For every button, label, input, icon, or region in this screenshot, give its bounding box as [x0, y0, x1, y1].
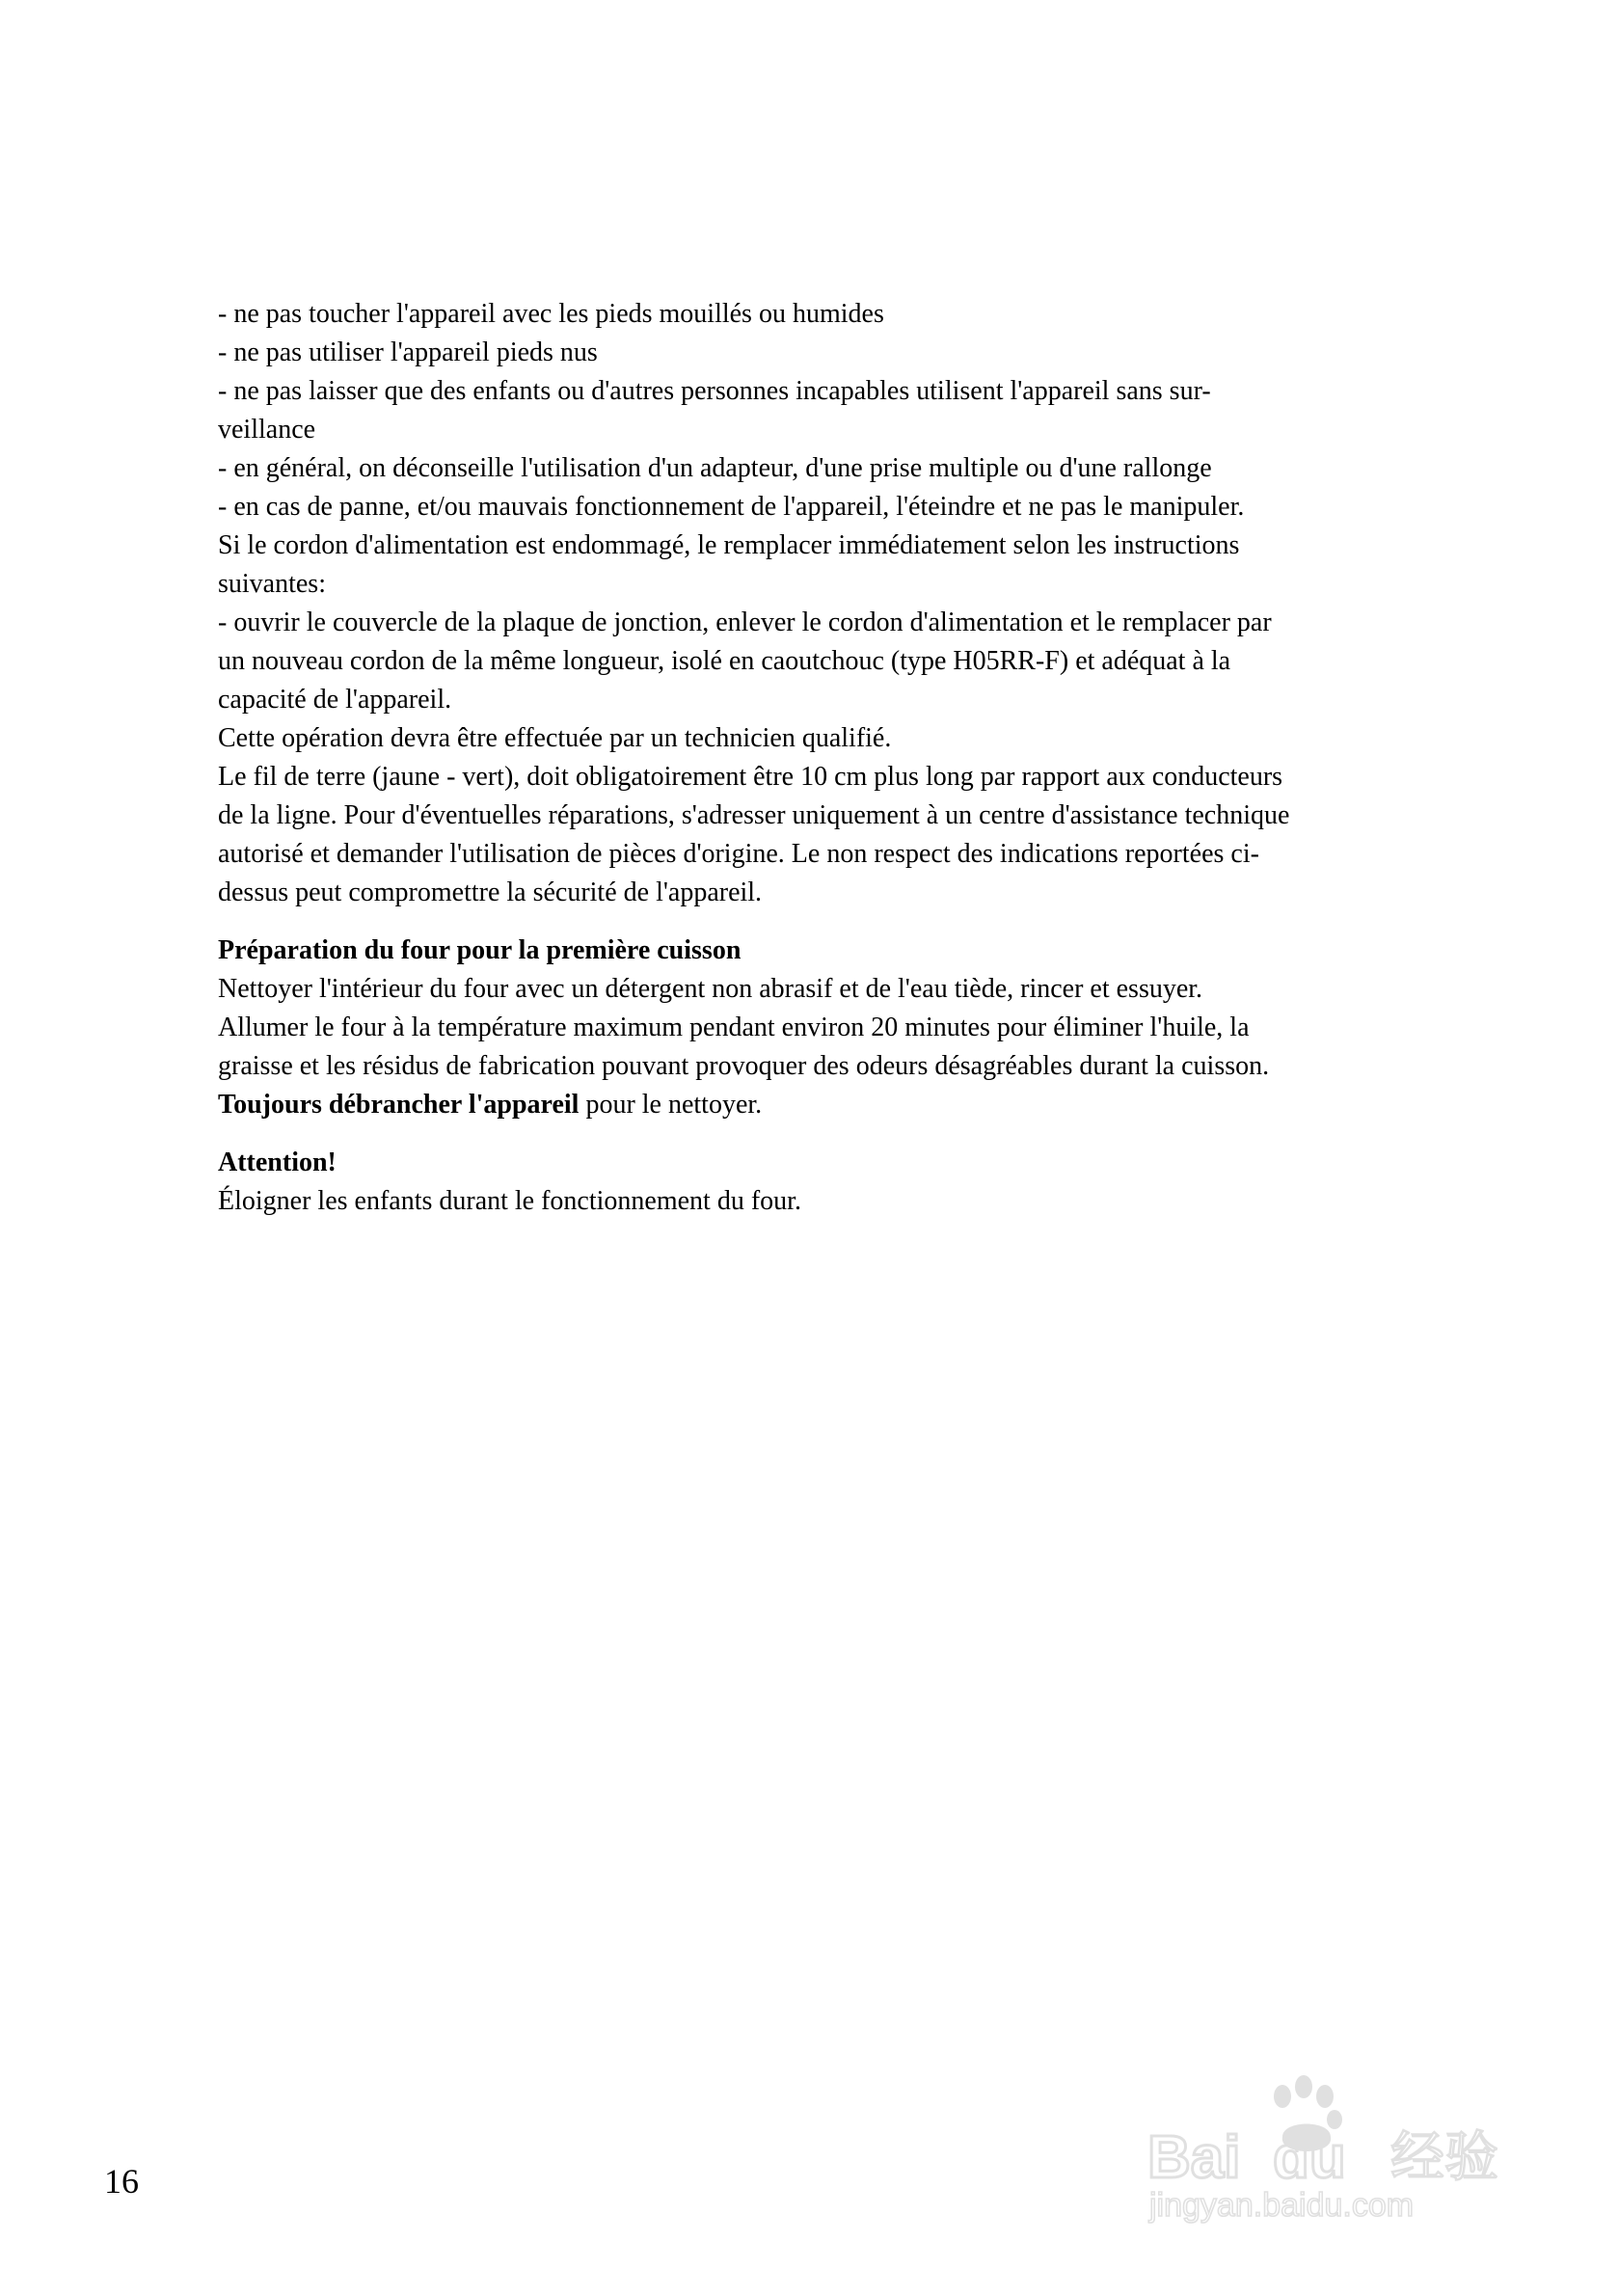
- text-line: Allumer le four à la température maximum pendant environ 20 minutes pour éliminer l'huile, la: [218, 1013, 1250, 1042]
- text-line: - ne pas toucher l'appareil avec les pieds mouillés ou humides: [218, 299, 884, 329]
- text-line: - en cas de panne, et/ou mauvais fonctionnement de l'appareil, l'éteindre et ne pas le manipuler.: [218, 492, 1245, 522]
- text-line: - en général, on déconseille l'utilisation d'un adapteur, d'une prise multiple ou d'une rallonge: [218, 453, 1212, 483]
- safety-instructions: [218, 295, 1500, 912]
- text-line: Si le cordon d'alimentation est endommagé, le remplacer immédiatement selon les instructions: [218, 530, 1240, 560]
- watermark-brand-suffix: du: [1273, 2124, 1346, 2191]
- text-line: de la ligne. Pour d'éventuelles réparations, s'adresser uniquement à un centre d'assistance technique: [218, 800, 1290, 830]
- text-line: suivantes:: [218, 569, 326, 599]
- baidu-jingyan-watermark: [1138, 2064, 1543, 2228]
- section-heading-preparation: Préparation du four pour la première cuisson: [218, 935, 742, 965]
- text-line: - ne pas utiliser l'appareil pieds nus: [218, 338, 598, 367]
- text-line: Nettoyer l'intérieur du four avec un détergent non abrasif et de l'eau tiède, rincer et essuyer.: [218, 974, 1203, 1004]
- text-line: - ouvrir le couvercle de la plaque de jonction, enlever le cordon d'alimentation et le remplacer par: [218, 608, 1272, 637]
- watermark-service: 经验: [1390, 2126, 1498, 2189]
- text-line: Éloigner les enfants durant le fonctionnement du four.: [218, 1186, 801, 1216]
- preparation-section: [218, 932, 1500, 1124]
- text-line: [218, 1086, 1500, 1124]
- text-line: - ne pas laisser que des enfants ou d'autres personnes incapables utilisent l'appareil sans sur-: [218, 376, 1211, 406]
- watermark-brand: Bai: [1147, 2124, 1241, 2191]
- text-line: Cette opération devra être effectuée par un technicien qualifié.: [218, 723, 892, 753]
- text-line: Le fil de terre (jaune - vert), doit obligatoirement être 10 cm plus long par rapport aux conducteurs: [218, 762, 1283, 792]
- watermark-url: jingyan.baidu.com: [1149, 2187, 1415, 2224]
- page-number: 16: [104, 2162, 139, 2201]
- section-heading-attention: Attention!: [218, 1148, 337, 1177]
- text-line: dessus peut compromettre la sécurité de l'appareil.: [218, 878, 763, 907]
- text-line: capacité de l'appareil.: [218, 685, 452, 715]
- text-line: un nouveau cordon de la même longueur, isolé en caoutchouc (type H05RR-F) et adéquat à la: [218, 646, 1231, 676]
- text-line: autorisé et demander l'utilisation de pièces d'origine. Le non respect des indications reportées ci-: [218, 839, 1259, 869]
- attention-section: [218, 1144, 1500, 1221]
- text-line: veillance: [218, 415, 316, 445]
- emphasis-unplug: Toujours débrancher l'appareil: [218, 1090, 580, 1120]
- text-fragment: pour le nettoyer.: [579, 1090, 763, 1120]
- page-body: [218, 295, 1500, 1221]
- text-line: graisse et les résidus de fabrication pouvant provoquer des odeurs désagréables durant la cuisson.: [218, 1051, 1270, 1081]
